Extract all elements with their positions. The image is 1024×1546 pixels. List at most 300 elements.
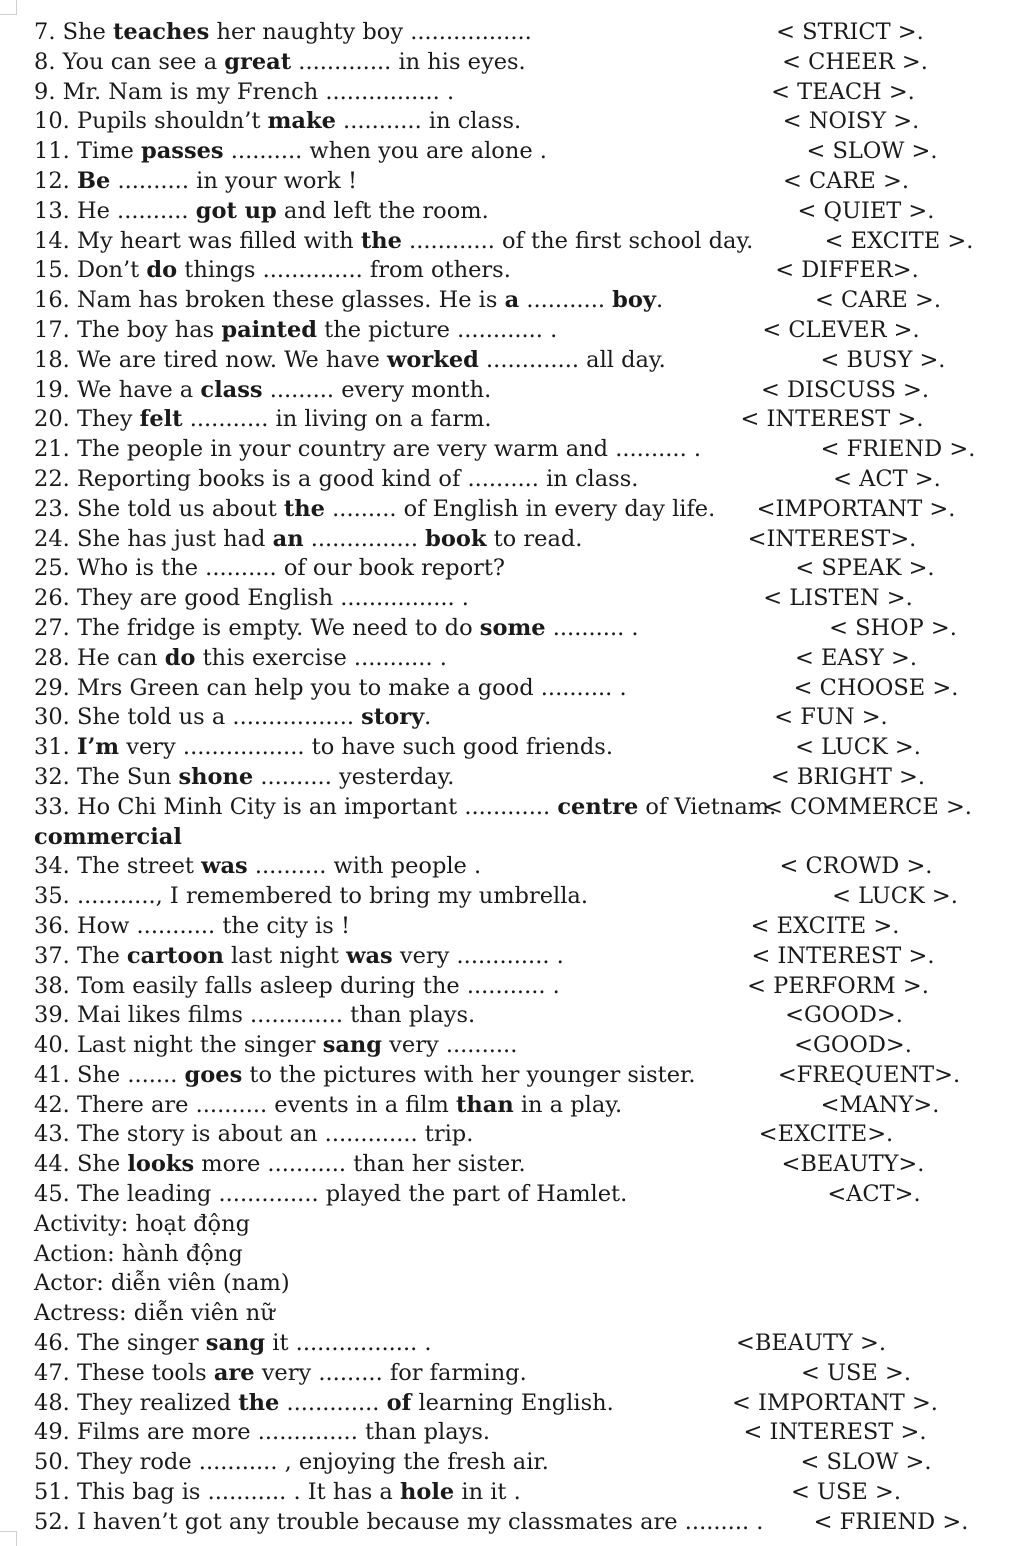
question-text: [34, 1508, 763, 1538]
sentence-fragment: ........... in class.: [335, 108, 522, 135]
sentence-fragment: The street: [76, 853, 202, 880]
question-text: [34, 1180, 627, 1210]
sentence-fragment: She: [62, 19, 113, 45]
sentence-fragment: very ............. .: [392, 942, 564, 969]
sentence-fragment: .: [424, 704, 432, 731]
question-number: 49.: [34, 1419, 70, 1446]
note-row: [34, 823, 1009, 853]
bold-keyword: I’m: [76, 734, 120, 761]
note-text: [34, 823, 182, 853]
word-hint: < FUN >.: [774, 704, 888, 731]
bold-keyword: shone: [178, 763, 254, 790]
word-hint: <MANY>.: [820, 1091, 940, 1118]
sentence-fragment: to the pictures with her younger sister.: [242, 1061, 696, 1088]
question-number: 51.: [34, 1479, 70, 1506]
bold-keyword: do: [164, 644, 196, 671]
question-number: 38.: [34, 972, 70, 999]
question-row: [34, 942, 1009, 972]
bold-keyword: than: [455, 1091, 514, 1118]
question-text: [34, 793, 776, 823]
word-hint: < LISTEN >.: [763, 585, 913, 612]
question-text: [34, 167, 357, 197]
question-text: [34, 1061, 695, 1091]
question-text: [34, 1448, 549, 1478]
note-text: [34, 1269, 290, 1299]
note-text: [34, 1210, 250, 1240]
question-number: 15.: [34, 257, 70, 284]
question-number: 9.: [34, 78, 56, 105]
question-number: 50.: [34, 1449, 70, 1476]
bold-keyword: great: [224, 48, 292, 75]
question-row: [34, 1359, 1009, 1389]
bold-keyword: an: [272, 525, 304, 552]
sentence-fragment: very ..........: [382, 1032, 518, 1059]
question-number: 43.: [34, 1121, 70, 1148]
sentence-fragment: The Sun: [76, 763, 179, 790]
question-number: 25.: [34, 555, 70, 582]
sentence-fragment: Activity: hoạt động: [34, 1210, 250, 1237]
sentence-fragment: more ........... than her sister.: [194, 1151, 526, 1178]
question-text: [34, 1418, 490, 1448]
question-row: [34, 525, 1009, 555]
sentence-fragment: Who is the .......... of our book report?: [76, 555, 505, 582]
word-hint: <GOOD>.: [794, 1032, 912, 1059]
question-text: [34, 18, 532, 48]
sentence-fragment: ......... of English in every day life.: [324, 495, 716, 522]
sentence-fragment: Mr. Nam is my French ................ .: [62, 78, 455, 105]
question-number: 47.: [34, 1359, 70, 1386]
exercise-list: [34, 18, 1009, 1538]
bold-keyword: the: [238, 1389, 280, 1416]
word-hint: < USE >.: [801, 1359, 911, 1386]
question-text: [34, 882, 588, 912]
question-row: [34, 1061, 1009, 1091]
bold-keyword: a: [504, 287, 520, 314]
question-text: [34, 1359, 527, 1389]
question-text: [34, 703, 431, 733]
word-hint: <BEAUTY>.: [781, 1151, 925, 1178]
bold-keyword: class: [200, 376, 263, 403]
word-hint: < SLOW >.: [806, 138, 938, 165]
word-hint: < NOISY >.: [782, 108, 920, 135]
sentence-fragment: She told us about: [76, 495, 284, 522]
question-number: 7.: [34, 19, 56, 45]
question-number: 32.: [34, 763, 70, 790]
question-text: [34, 972, 560, 1002]
question-number: 46.: [34, 1330, 70, 1357]
bold-keyword: Be: [76, 167, 111, 194]
question-number: 42.: [34, 1091, 70, 1118]
question-number: 52.: [34, 1508, 70, 1535]
bold-keyword: hole: [400, 1479, 455, 1506]
word-hint: < CROWD >.: [779, 853, 933, 880]
question-row: [34, 972, 1009, 1002]
question-number: 17.: [34, 316, 70, 343]
word-hint: < FRIEND >.: [820, 436, 976, 463]
question-text: [34, 614, 639, 644]
sentence-fragment: How ........... the city is !: [76, 912, 350, 939]
question-number: 19.: [34, 376, 70, 403]
question-text: [34, 1120, 473, 1150]
question-number: 29.: [34, 674, 70, 701]
question-number: 31.: [34, 734, 70, 761]
question-text: [34, 1031, 517, 1061]
question-row: [34, 18, 1009, 48]
word-hint: < COMMERCE >.: [764, 793, 972, 820]
question-row: [34, 793, 1009, 823]
question-text: [34, 942, 564, 972]
question-row: [34, 1150, 1009, 1180]
word-hint: <INTEREST>.: [747, 525, 917, 552]
sentence-fragment: very ......... for farming.: [254, 1359, 527, 1386]
bold-keyword: was: [201, 853, 248, 880]
question-row: [34, 674, 1009, 704]
word-hint: < BUSY >.: [820, 346, 946, 373]
sentence-fragment: .......... in your work !: [110, 167, 358, 194]
word-hint: < DIFFER>.: [775, 257, 919, 284]
bold-keyword: passes: [140, 138, 224, 165]
word-hint: < EASY >.: [794, 644, 918, 671]
word-hint: < LUCK >.: [832, 883, 958, 910]
question-number: 16.: [34, 287, 70, 314]
bold-keyword: sang: [322, 1032, 383, 1059]
sentence-fragment: She has just had: [76, 525, 273, 552]
note-row: [34, 1299, 1009, 1329]
sentence-fragment: Tom easily falls asleep during the ........... .: [76, 972, 560, 999]
question-text: [34, 733, 613, 763]
sentence-fragment: to read.: [486, 525, 583, 552]
sentence-fragment: learning English.: [411, 1389, 614, 1416]
question-row: [34, 733, 1009, 763]
sentence-fragment: He can: [76, 644, 165, 671]
word-hint: < LUCK >.: [795, 734, 921, 761]
question-text: [34, 48, 526, 78]
question-text: [34, 107, 521, 137]
bold-keyword: the: [360, 227, 402, 254]
word-hint: < STRICT >.: [776, 19, 924, 45]
sentence-fragment: ......... every month.: [262, 376, 492, 403]
word-hint: < QUIET >.: [797, 197, 935, 224]
bold-keyword: centre: [557, 793, 639, 820]
question-row: [34, 107, 1009, 137]
question-text: [34, 346, 666, 376]
note-row: [34, 1210, 1009, 1240]
question-row: [34, 614, 1009, 644]
question-row: [34, 137, 1009, 167]
question-text: [34, 465, 638, 495]
question-text: [34, 197, 489, 227]
sentence-fragment: Don’t: [76, 257, 147, 284]
question-text: [34, 644, 447, 674]
question-number: 28.: [34, 644, 70, 671]
word-hint: <FREQUENT>.: [777, 1061, 961, 1088]
question-row: [34, 1180, 1009, 1210]
word-hint: < USE >.: [791, 1479, 901, 1506]
bold-keyword: teaches: [113, 19, 210, 45]
sentence-fragment: They realized: [76, 1389, 239, 1416]
question-row: [34, 912, 1009, 942]
word-hint: <IMPORTANT >.: [756, 495, 956, 522]
sentence-fragment: in a play.: [513, 1091, 623, 1118]
question-text: [34, 495, 715, 525]
page-corner-mark-bottom: [0, 1531, 17, 1546]
word-hint: < INTEREST >.: [740, 406, 924, 433]
question-row: [34, 1448, 1009, 1478]
sentence-fragment: I haven’t got any trouble because my classmates are ......... .: [76, 1508, 764, 1535]
question-text: [34, 286, 663, 316]
question-number: 30.: [34, 704, 70, 731]
word-hint: < DISCUSS >.: [760, 376, 930, 403]
sentence-fragment: .......... when you are alone .: [223, 138, 547, 165]
sentence-fragment: Nam has broken these glasses. He is: [76, 287, 505, 314]
sentence-fragment: She told us a .................: [76, 704, 362, 731]
word-hint: < INTEREST >.: [751, 942, 935, 969]
question-row: [34, 435, 1009, 465]
question-row: [34, 1389, 1009, 1419]
sentence-fragment: .: [655, 287, 664, 314]
bold-keyword: the: [283, 495, 325, 522]
sentence-fragment: it ................. .: [265, 1330, 432, 1357]
question-row: [34, 405, 1009, 435]
word-hint: < INTEREST >.: [743, 1419, 927, 1446]
question-number: 13.: [34, 197, 70, 224]
bold-keyword: painted: [221, 316, 318, 343]
page-corner-mark: [0, 0, 17, 15]
question-number: 34.: [34, 853, 70, 880]
sentence-fragment: The boy has: [76, 316, 222, 343]
question-text: [34, 674, 627, 704]
question-number: 21.: [34, 436, 70, 463]
question-text: [34, 435, 701, 465]
question-row: [34, 376, 1009, 406]
note-text: [34, 1240, 243, 1270]
bold-keyword: are: [213, 1359, 255, 1386]
question-row: [34, 703, 1009, 733]
word-hint: < CLEVER >.: [762, 316, 920, 343]
word-hint: < SLOW >.: [800, 1449, 932, 1476]
bold-keyword: boy: [612, 287, 656, 314]
sentence-fragment: the picture ............ .: [317, 316, 558, 343]
question-row: [34, 465, 1009, 495]
word-hint: < FRIEND >.: [813, 1508, 969, 1535]
question-number: 37.: [34, 942, 70, 969]
sentence-fragment: He ..........: [76, 197, 196, 224]
question-row: [34, 882, 1009, 912]
question-row: [34, 763, 1009, 793]
word-hint: < PERFORM >.: [747, 972, 929, 999]
sentence-fragment: These tools: [76, 1359, 214, 1386]
sentence-fragment: There are .......... events in a film: [76, 1091, 456, 1118]
question-row: [34, 1329, 1009, 1359]
sentence-fragment: this exercise ........... .: [195, 644, 447, 671]
question-number: 44.: [34, 1151, 70, 1178]
question-number: 45.: [34, 1181, 70, 1208]
sentence-fragment: Last night the singer: [76, 1032, 323, 1059]
word-hint: < SPEAK >.: [795, 555, 935, 582]
question-row: [34, 197, 1009, 227]
note-text: [34, 1299, 275, 1329]
sentence-fragment: Time: [76, 138, 141, 165]
word-hint: < TEACH >.: [771, 78, 915, 105]
question-text: [34, 554, 505, 584]
word-hint: < CHEER >.: [782, 48, 928, 75]
sentence-fragment: She .......: [76, 1061, 185, 1088]
sentence-fragment: She: [76, 1151, 128, 1178]
sentence-fragment: We have a: [76, 376, 201, 403]
sentence-fragment: Films are more .............. than plays.: [76, 1419, 491, 1446]
sentence-fragment: things .............. from others.: [177, 257, 511, 284]
question-row: [34, 286, 1009, 316]
sentence-fragment: and left the room.: [276, 197, 489, 224]
question-row: [34, 1001, 1009, 1031]
bold-keyword: goes: [184, 1061, 243, 1088]
word-hint: < EXCITE >.: [750, 912, 900, 939]
question-text: [34, 137, 547, 167]
bold-keyword: worked: [387, 346, 479, 373]
bold-keyword: story: [361, 704, 425, 731]
sentence-fragment: The story is about an ............. trip.: [76, 1121, 474, 1148]
sentence-fragment: They rode ........... , enjoying the fresh air.: [76, 1449, 549, 1476]
question-number: 27.: [34, 614, 70, 641]
question-number: 36.: [34, 912, 70, 939]
sentence-fragment: Action: hành động: [34, 1240, 243, 1267]
bold-keyword: commercial: [34, 823, 182, 850]
sentence-fragment: Actor: diễn viên (nam): [34, 1270, 290, 1297]
sentence-fragment: ..........., I remembered to bring my umbrella.: [76, 883, 588, 910]
note-row: [34, 1269, 1009, 1299]
question-row: [34, 227, 1009, 257]
sentence-fragment: We are tired now. We have: [76, 346, 387, 373]
question-number: 14.: [34, 227, 70, 254]
bold-keyword: make: [267, 108, 336, 135]
question-row: [34, 1120, 1009, 1150]
question-number: 11.: [34, 138, 70, 165]
note-row: [34, 1240, 1009, 1270]
question-row: [34, 167, 1009, 197]
sentence-fragment: .............: [279, 1389, 387, 1416]
question-row: [34, 1418, 1009, 1448]
word-hint: < EXCITE >.: [824, 227, 974, 254]
question-row: [34, 495, 1009, 525]
word-hint: <BEAUTY >.: [735, 1330, 887, 1357]
bold-keyword: of: [386, 1389, 412, 1416]
question-text: [34, 912, 350, 942]
sentence-fragment: The leading .............. played the part of Hamlet.: [76, 1181, 628, 1208]
word-hint: < SHOP >.: [829, 614, 957, 641]
question-text: [34, 405, 491, 435]
word-hint: <ACT>.: [827, 1181, 921, 1208]
bold-keyword: cartoon: [126, 942, 224, 969]
question-row: [34, 346, 1009, 376]
question-row: [34, 584, 1009, 614]
sentence-fragment: They are good English ................ .: [76, 585, 469, 612]
sentence-fragment: You can see a: [62, 48, 225, 75]
question-row: [34, 1478, 1009, 1508]
question-row: [34, 1091, 1009, 1121]
question-number: 23.: [34, 495, 70, 522]
question-number: 26.: [34, 585, 70, 612]
question-text: [34, 256, 511, 286]
question-text: [34, 78, 454, 108]
question-row: [34, 852, 1009, 882]
question-number: 22.: [34, 465, 70, 492]
question-row: [34, 48, 1009, 78]
sentence-fragment: They: [76, 406, 140, 433]
question-row: [34, 316, 1009, 346]
sentence-fragment: ............. in his eyes.: [291, 48, 526, 75]
question-row: [34, 1031, 1009, 1061]
sentence-fragment: ...............: [303, 525, 426, 552]
bold-keyword: do: [146, 257, 178, 284]
sentence-fragment: of Vietnam.: [638, 793, 777, 820]
question-text: [34, 376, 491, 406]
sentence-fragment: Mrs Green can help you to make a good .......... .: [76, 674, 627, 701]
question-row: [34, 78, 1009, 108]
sentence-fragment: Ho Chi Minh City is an important ............: [76, 793, 558, 820]
question-row: [34, 1508, 1009, 1538]
word-hint: < IMPORTANT >.: [732, 1389, 938, 1416]
word-hint: <EXCITE>.: [758, 1121, 894, 1148]
sentence-fragment: last night: [223, 942, 347, 969]
word-hint: <GOOD>.: [785, 1002, 903, 1029]
sentence-fragment: her naughty boy .................: [209, 19, 532, 45]
bold-keyword: looks: [127, 1151, 195, 1178]
bold-keyword: felt: [139, 406, 183, 433]
sentence-fragment: in it .: [454, 1479, 521, 1506]
bold-keyword: was: [346, 942, 393, 969]
question-text: [34, 852, 481, 882]
word-hint: < CHOOSE >.: [793, 674, 959, 701]
sentence-fragment: Reporting books is a good kind of .......... in class.: [76, 465, 639, 492]
sentence-fragment: The fridge is empty. We need to do: [76, 614, 480, 641]
sentence-fragment: The singer: [76, 1330, 206, 1357]
question-text: [34, 1329, 432, 1359]
question-row: [34, 644, 1009, 674]
sentence-fragment: Pupils shouldn’t: [76, 108, 268, 135]
question-number: 8.: [34, 48, 56, 75]
question-number: 41.: [34, 1061, 70, 1088]
bold-keyword: sang: [205, 1330, 266, 1357]
question-number: 18.: [34, 346, 70, 373]
bold-keyword: got up: [195, 197, 277, 224]
sentence-fragment: .......... with people .: [247, 853, 482, 880]
sentence-fragment: .......... .: [545, 614, 639, 641]
question-number: 20.: [34, 406, 70, 433]
sentence-fragment: This bag is ........... . It has a: [76, 1479, 400, 1506]
question-row: [34, 256, 1009, 286]
word-hint: < BRIGHT >.: [770, 763, 926, 790]
word-hint: < ACT >.: [833, 465, 941, 492]
question-number: 24.: [34, 525, 70, 552]
question-text: [34, 1001, 475, 1031]
sentence-fragment: Actress: diễn viên nữ: [34, 1300, 275, 1327]
question-number: 48.: [34, 1389, 70, 1416]
sentence-fragment: ............. all day.: [478, 346, 666, 373]
question-text: [34, 227, 753, 257]
question-text: [34, 763, 454, 793]
question-text: [34, 1389, 614, 1419]
sentence-fragment: ............ of the first school day.: [401, 227, 754, 254]
question-number: 10.: [34, 108, 70, 135]
question-text: [34, 584, 469, 614]
sentence-fragment: ........... in living on a farm.: [182, 406, 492, 433]
bold-keyword: some: [479, 614, 546, 641]
question-number: 35.: [34, 883, 70, 910]
question-text: [34, 1478, 521, 1508]
word-hint: < CARE >.: [783, 167, 909, 194]
sentence-fragment: The: [76, 942, 127, 969]
bold-keyword: book: [425, 525, 487, 552]
